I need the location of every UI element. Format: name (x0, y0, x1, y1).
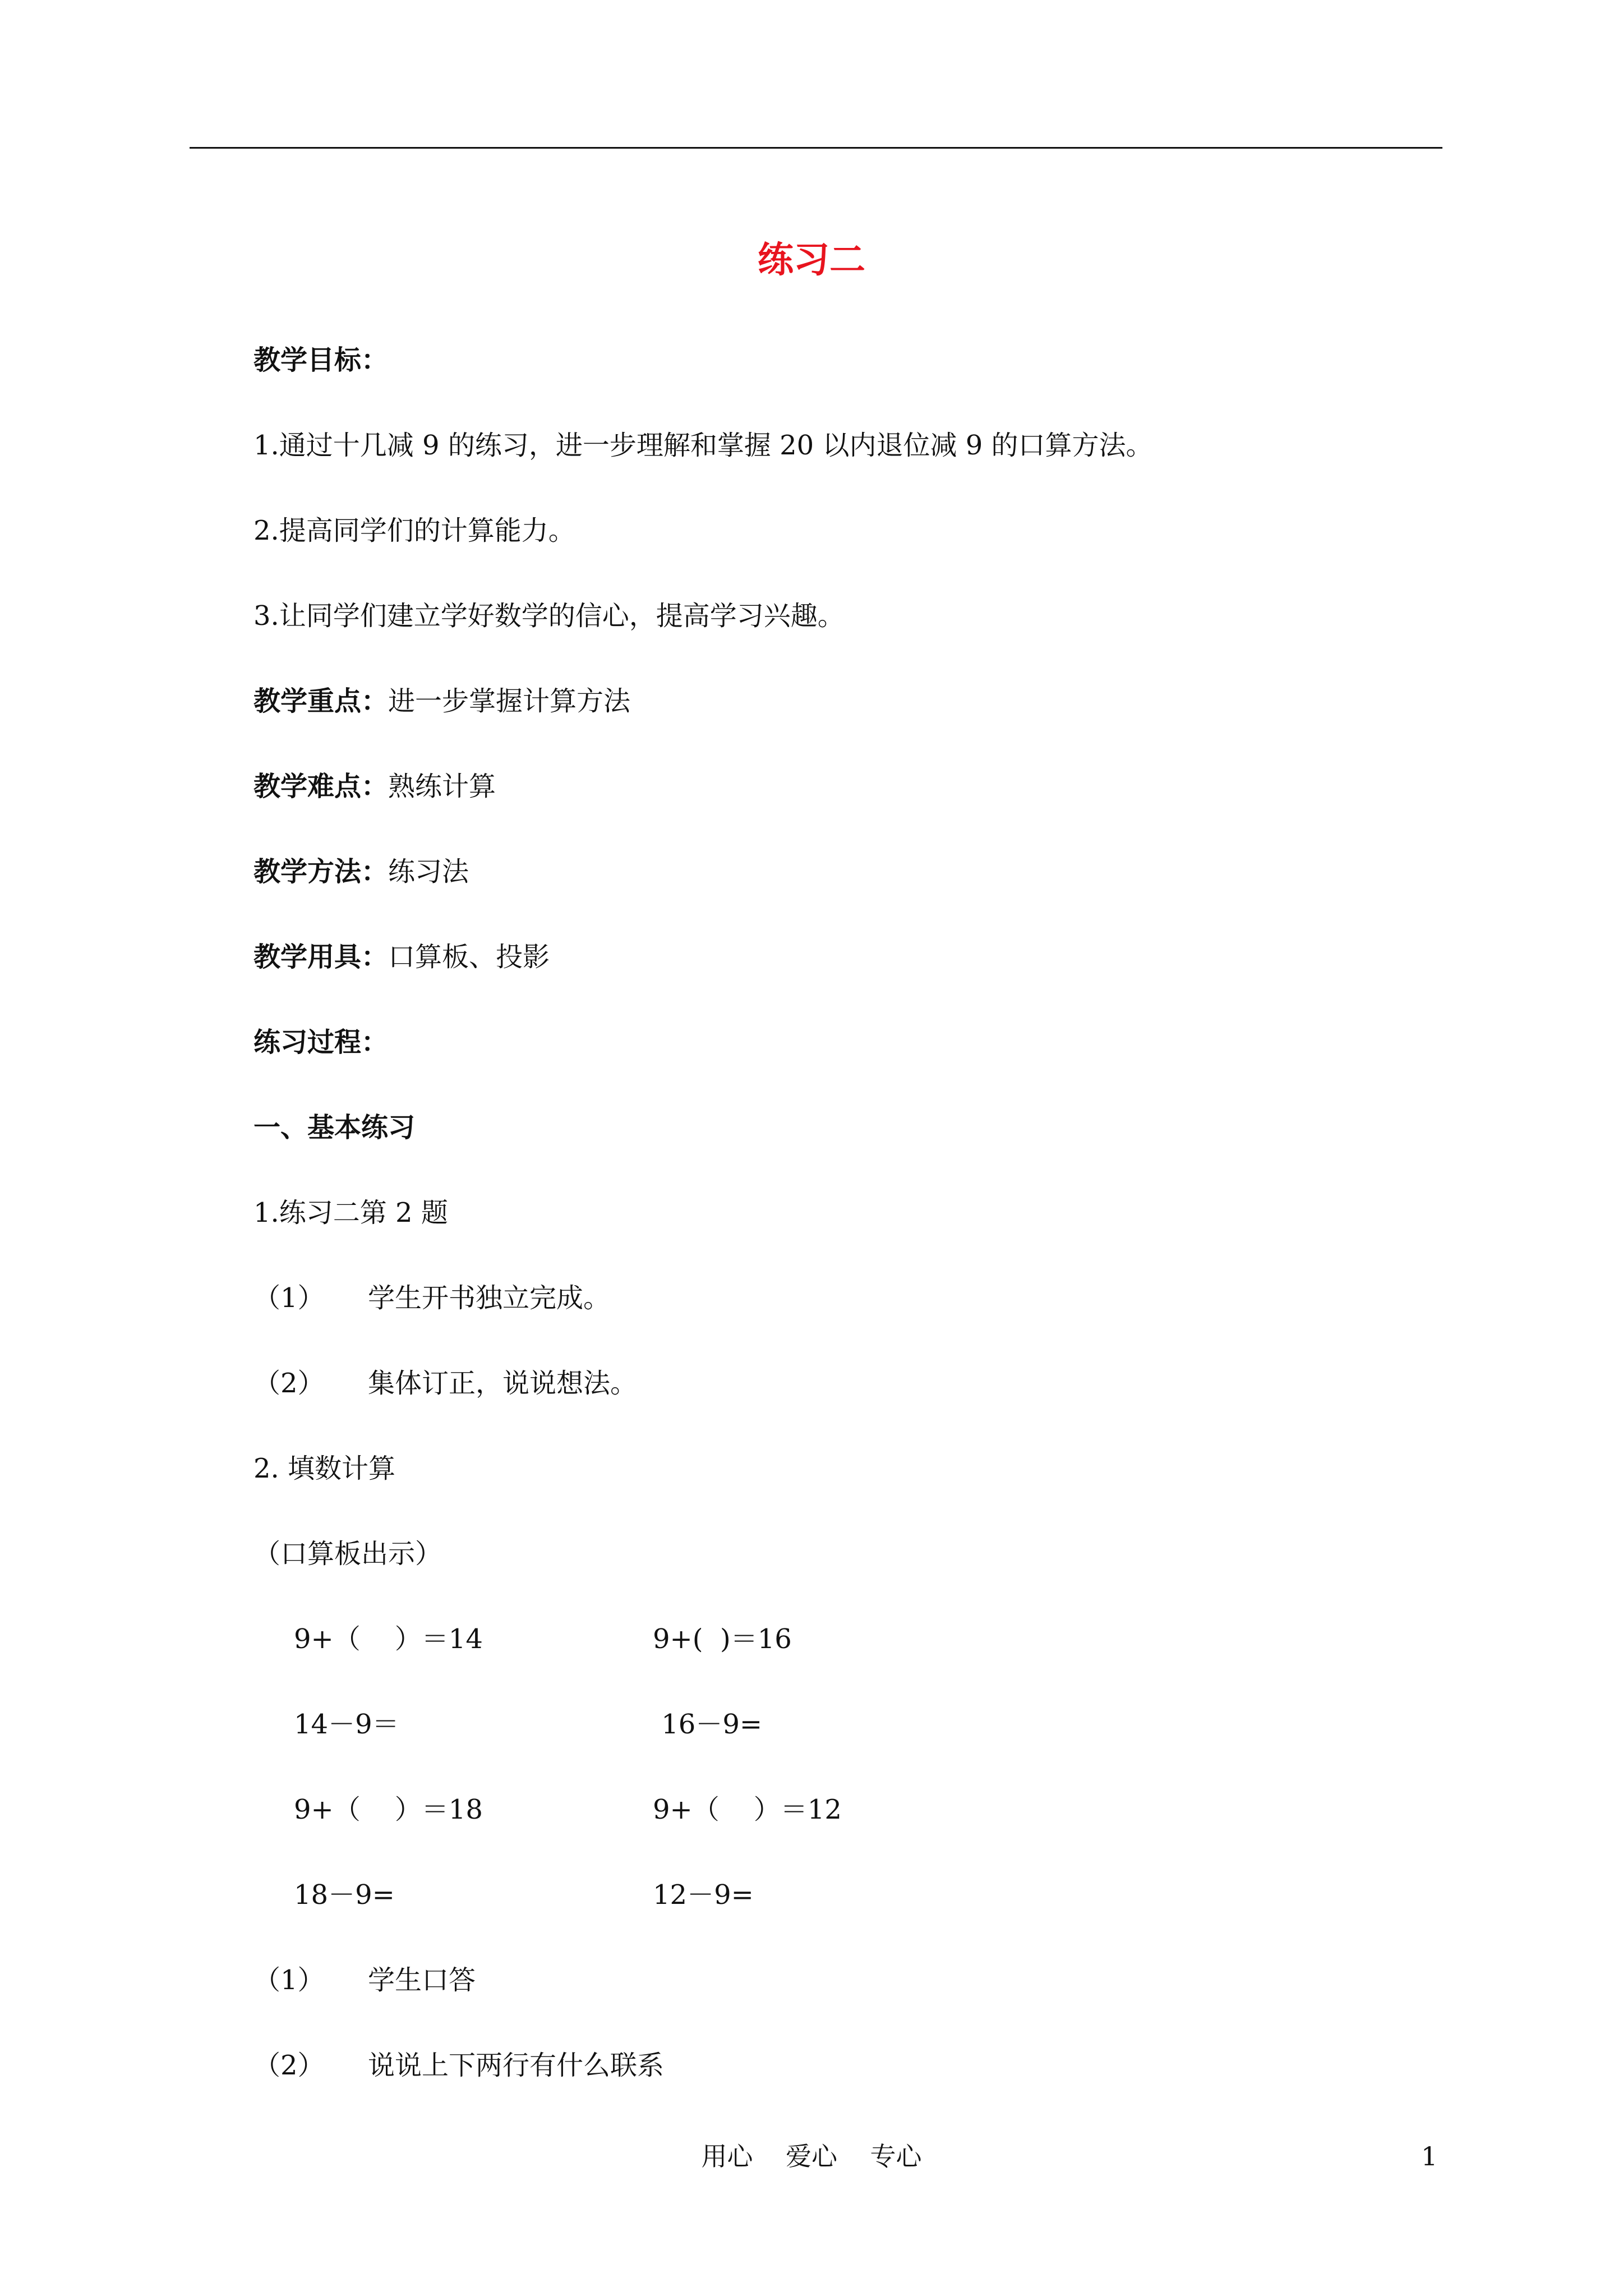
tools (253, 940, 550, 974)
difficulty-text: 熟练计算 (388, 771, 496, 802)
method-label: 教学方法： (253, 856, 389, 887)
objective-1: 1.通过十几减 9 的练习，进一步理解和掌握 20 以内退位减 9 的口算方法。 (253, 430, 1153, 461)
equation-r1-c2: 9+( )＝16 (653, 1623, 792, 1655)
item1-step2-num: （2） (253, 1368, 325, 1399)
item2-step1-num: （1） (253, 1964, 325, 1996)
tools-text: 口算板、投影 (388, 941, 550, 973)
method (253, 855, 469, 889)
item2-step1-text: 学生口答 (368, 1964, 476, 1996)
item1-step1-text: 学生开书独立完成。 (368, 1282, 611, 1314)
page-title: 练习二 (758, 239, 865, 281)
item1-title: 1.练习二第 2 题 (253, 1197, 448, 1228)
process-heading: 练习过程： (253, 1027, 389, 1058)
equation-r2-c2: 16－9= (653, 1709, 763, 1740)
page-number: 1 (1421, 2141, 1438, 2171)
objective-2: 2.提高同学们的计算能力。 (253, 515, 575, 546)
key-point (253, 684, 630, 718)
equation-r2-c1: 14－9＝ (294, 1709, 399, 1740)
section1-heading: 一、基本练习 (253, 1112, 416, 1143)
item2-title: 2. 填数计算 (253, 1453, 396, 1484)
tools-label: 教学用具： (253, 941, 389, 973)
method-text: 练习法 (388, 856, 469, 887)
equation-r4-c2: 12－9= (653, 1879, 754, 1911)
item2-note: （口算板出示） (253, 1538, 442, 1570)
key-point-text: 进一步掌握计算方法 (388, 685, 631, 717)
key-point-label: 教学重点： (253, 685, 389, 717)
equation-r4-c1: 18－9= (294, 1879, 395, 1911)
equation-r3-c1: 9+（ ）＝18 (294, 1794, 483, 1825)
difficulty-label: 教学难点： (253, 771, 389, 802)
equation-r1-c1: 9+（ ）＝14 (294, 1623, 483, 1655)
item1-step1-num: （1） (253, 1282, 325, 1314)
objectives-heading: 教学目标： (253, 344, 389, 376)
objective-3: 3.让同学们建立学好数学的信心，提高学习兴趣。 (253, 600, 845, 632)
difficulty (253, 770, 496, 803)
item2-step2-text: 说说上下两行有什么联系 (368, 2050, 665, 2081)
footer-motto: 用心 爱心 专心 (701, 2141, 922, 2171)
item2-step2-num: （2） (253, 2050, 325, 2081)
equation-r3-c2: 9+（ ）＝12 (653, 1794, 842, 1825)
header-rule (190, 147, 1442, 149)
item1-step2-text: 集体订正，说说想法。 (368, 1368, 638, 1399)
